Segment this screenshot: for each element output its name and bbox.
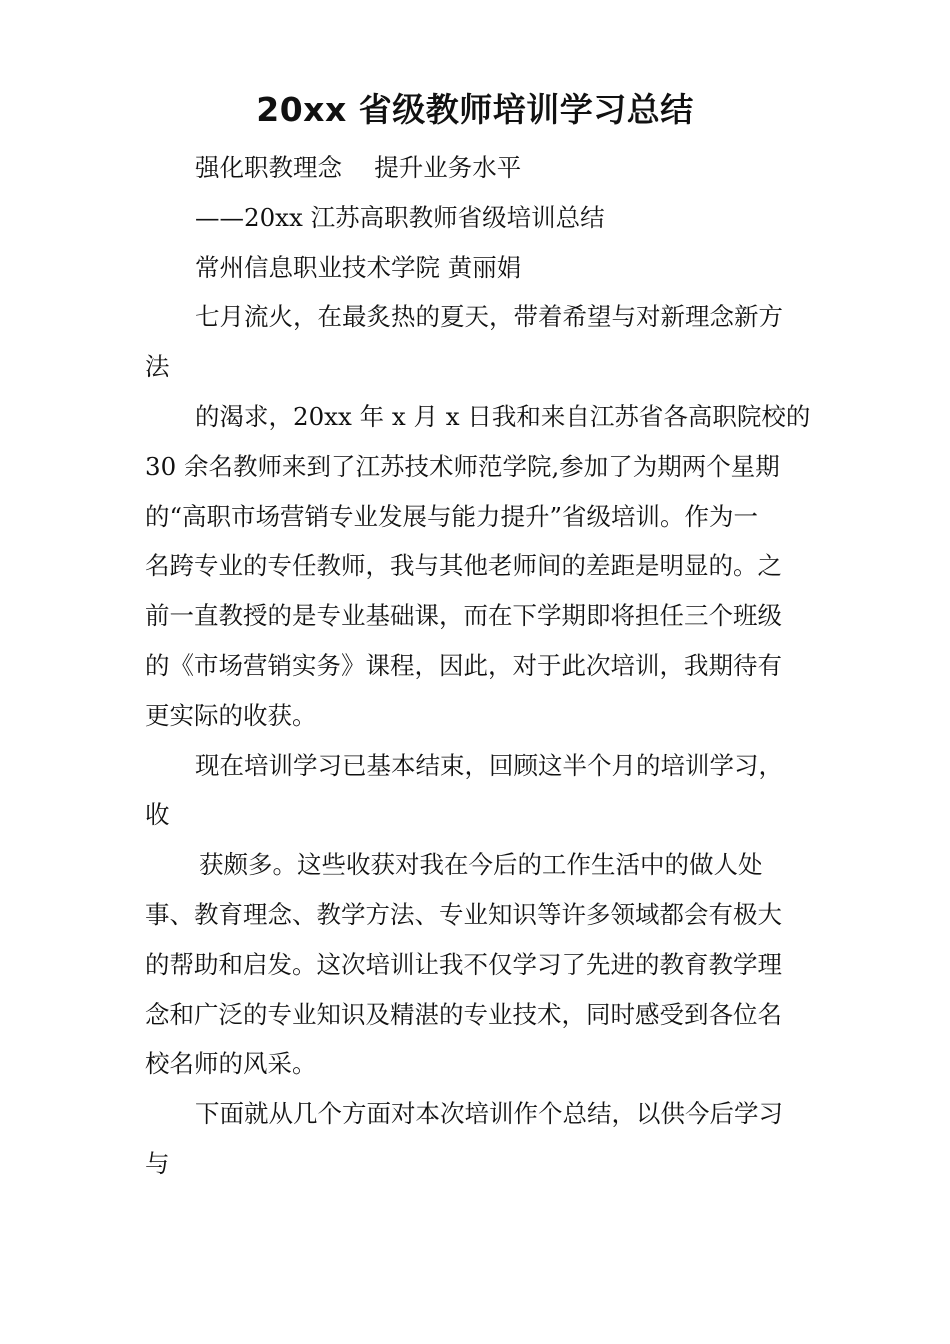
subtitle-line: ——20xx 江苏高职教师省级培训总结	[195, 202, 605, 232]
paragraph-line: 的“高职市场营销专业发展与能力提升”省级培训。作为一	[145, 501, 759, 531]
paragraph-line: 的渴求，20xx 年 x 月 x 日我和来自江苏省各高职院校的	[195, 401, 811, 431]
paragraph-line: 的帮助和启发。这次培训让我不仅学习了先进的教育教学理	[145, 949, 782, 979]
paragraph-line: 念和广泛的专业知识及精湛的专业技术，同时感受到各位名	[145, 999, 782, 1029]
paragraph-line: 下面就从几个方面对本次培训作个总结，以供今后学习	[195, 1099, 783, 1129]
author-line: 常州信息职业技术学院 黄丽娟	[195, 252, 522, 282]
paragraph-line: 获颇多。这些收获对我在今后的工作生活中的做人处	[199, 850, 763, 880]
paragraph-line: 前一直教授的是专业基础课，而在下学期即将担任三个班级	[145, 601, 782, 631]
paragraph-line: 更实际的收获。	[145, 700, 317, 730]
paragraph-line: 收	[145, 800, 170, 830]
document-body	[145, 143, 811, 1189]
paragraph-line: 七月流火，在最炙热的夏天，带着希望与对新理念新方	[195, 302, 783, 332]
paragraph-line: 与	[145, 1148, 170, 1178]
paragraph-line: 的《市场营销实务》课程，因此，对于此次培训，我期待有	[145, 650, 782, 680]
paragraph-line: 名跨专业的专任教师，我与其他老师间的差距是明显的。之	[145, 551, 782, 581]
paragraph-line: 校名师的风采。	[145, 1049, 317, 1079]
paragraph-line: 现在培训学习已基本结束，回顾这半个月的培训学习，	[195, 750, 783, 780]
paragraph-line: 事、教育理念、教学方法、专业知识等许多领域都会有极大	[145, 899, 782, 929]
document-title: 20xx 省级教师培训学习总结	[256, 90, 694, 129]
paragraph-line: 30 余名教师来到了江苏技术师范学院,参加了为期两个星期	[145, 451, 780, 481]
paragraph-line: 法	[145, 352, 170, 382]
subtitle-line: 强化职教理念 提升业务水平	[195, 153, 522, 182]
